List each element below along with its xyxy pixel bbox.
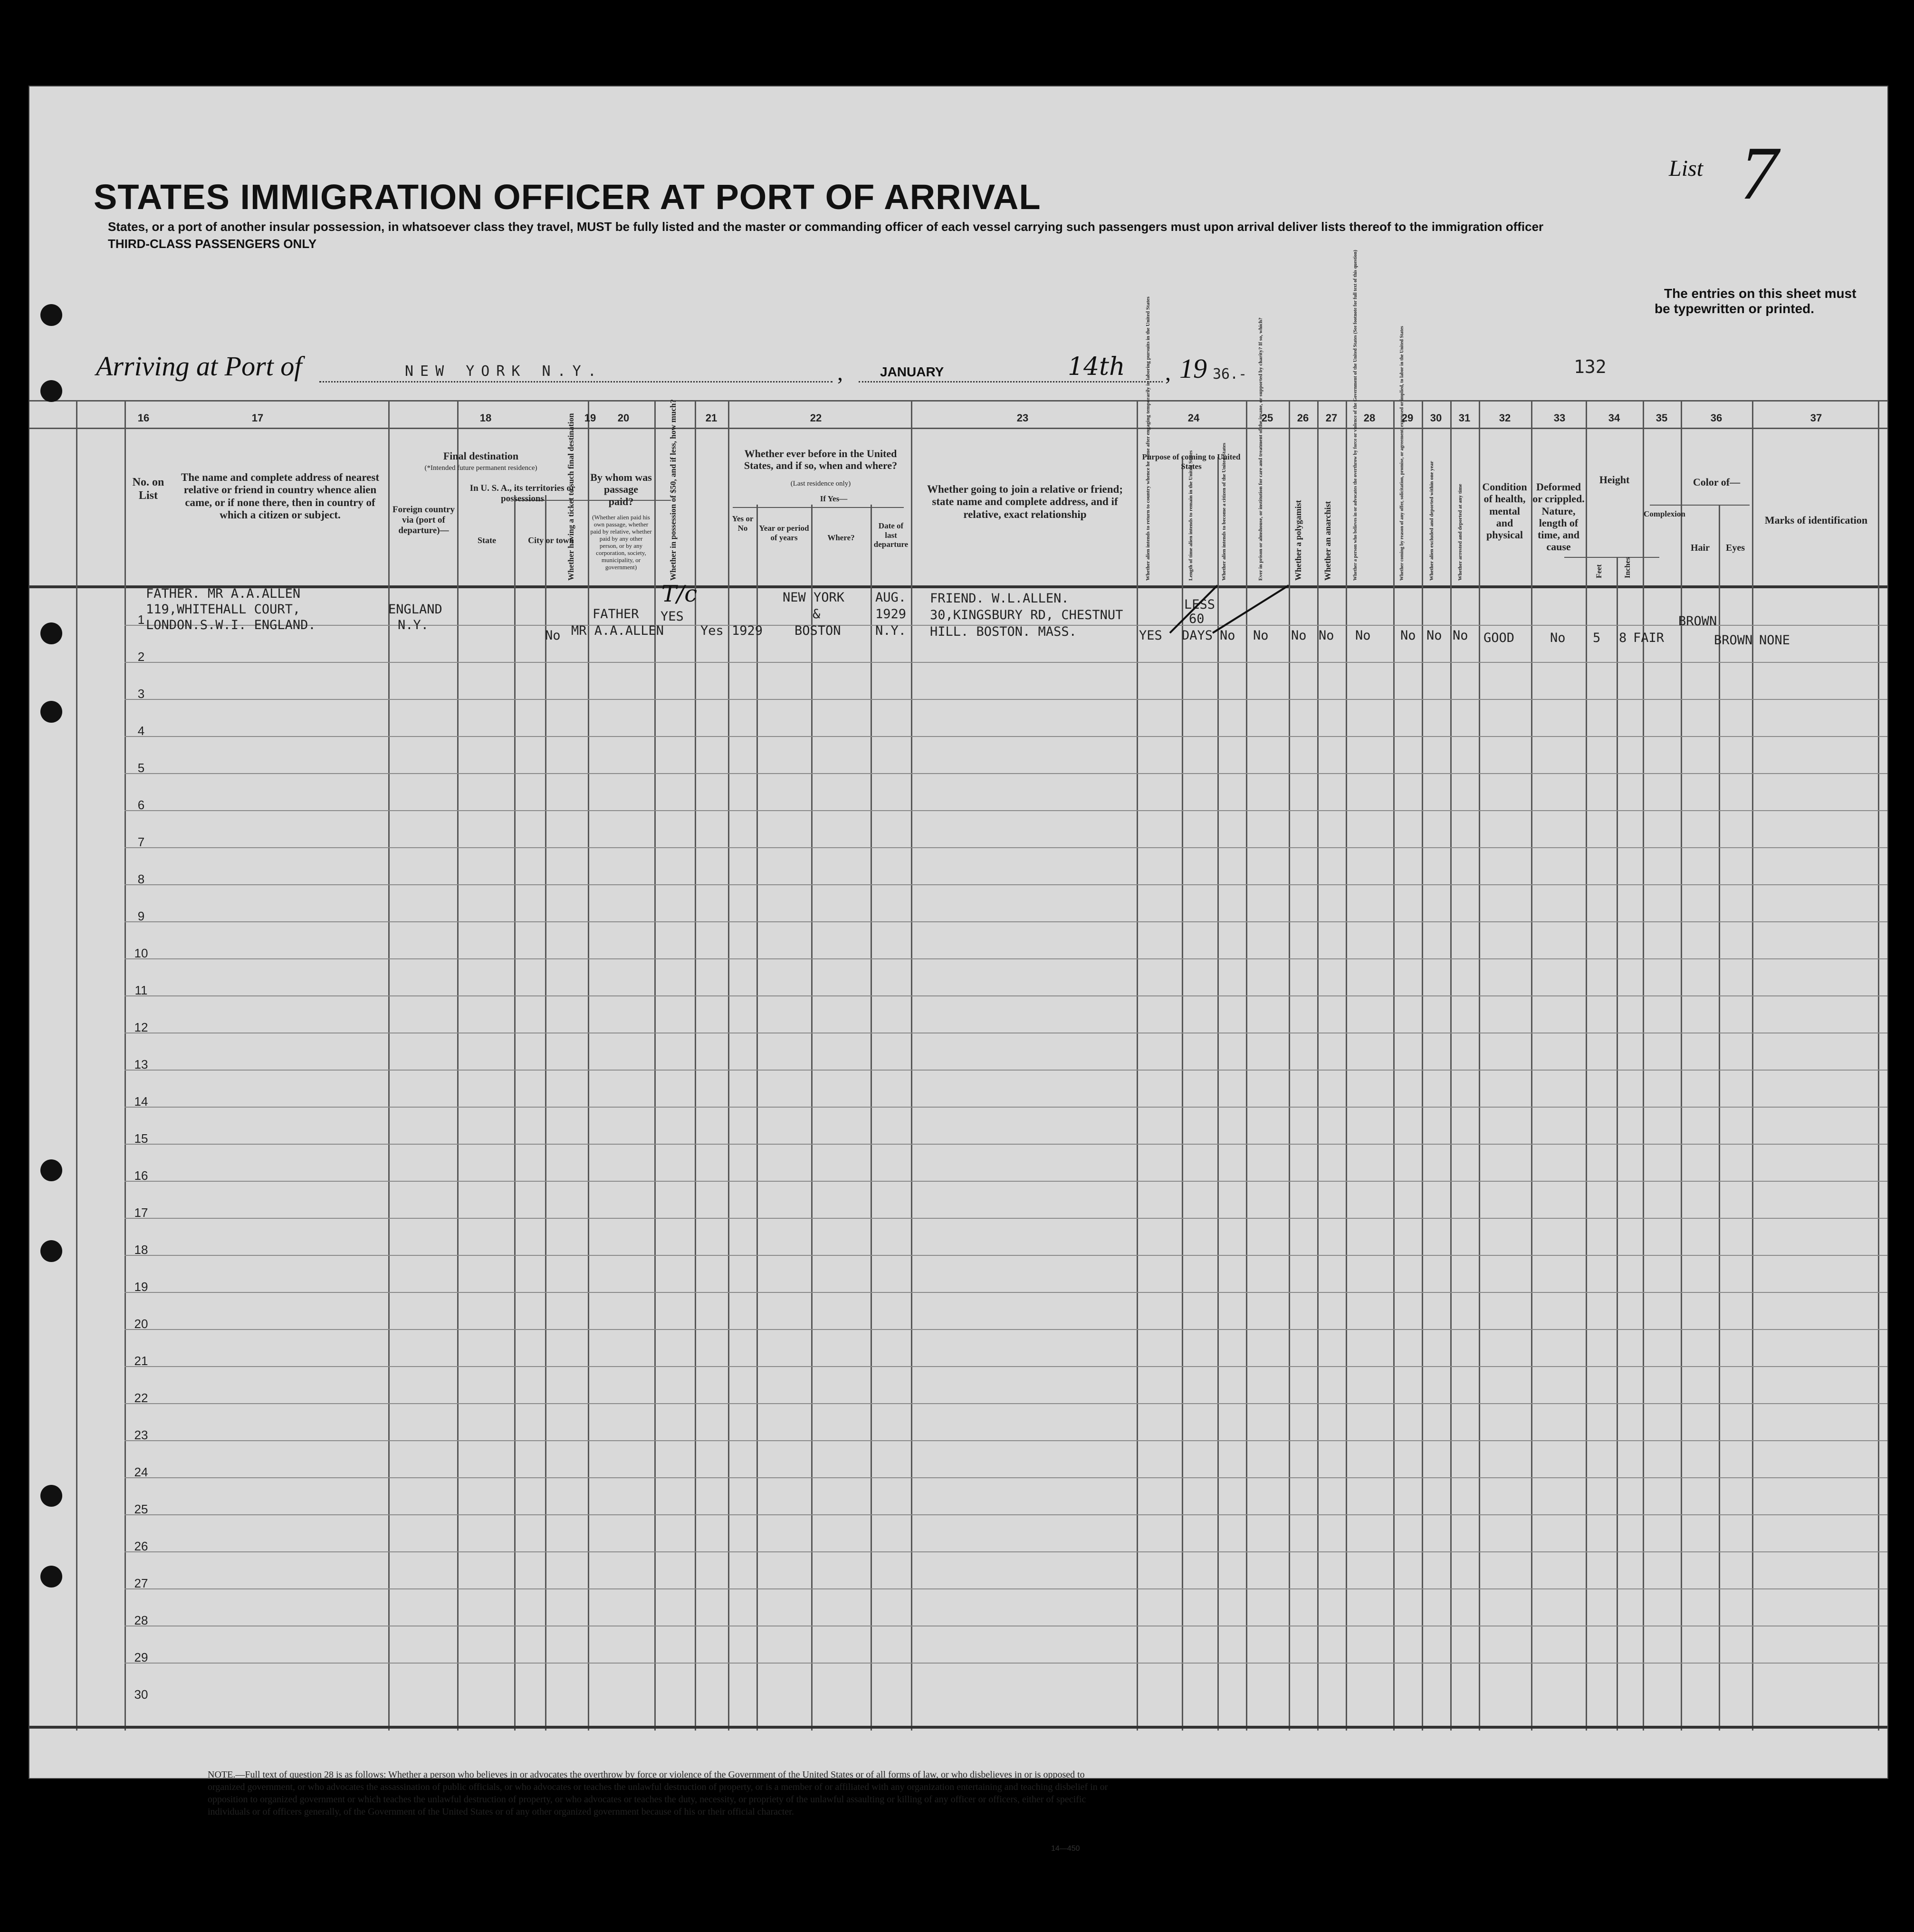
row-line	[124, 1588, 1887, 1589]
col-line	[514, 495, 516, 1731]
entry-hair: BROWN	[1678, 614, 1717, 629]
row-number: 7	[137, 835, 145, 849]
row-line	[124, 1663, 1887, 1664]
row-number: 10	[134, 946, 148, 960]
row-line	[124, 847, 1887, 848]
header-city-or-town: City or town	[528, 536, 574, 545]
header-q29: Whether coming by reason of any offer, solicitation, promise, or agreement, expressed or implied, to labor in the United States	[1399, 326, 1405, 581]
row-number: 17	[134, 1205, 148, 1220]
col-line	[457, 400, 459, 1731]
col-line	[1878, 400, 1879, 1731]
header-final-destination: Final destination	[443, 450, 519, 462]
table-bottom-rule	[29, 1726, 1887, 1729]
col-line	[1217, 457, 1219, 1731]
header-height: Height	[1599, 474, 1630, 486]
row-number: 5	[137, 761, 145, 775]
entry-q28: No	[1355, 628, 1371, 643]
col-line	[1719, 505, 1720, 1731]
row-number: 15	[134, 1131, 148, 1146]
handwritten-slashes	[1160, 576, 1303, 638]
page-title: STATES IMMIGRATION OFFICER AT PORT OF ARRIVAL	[94, 177, 1041, 217]
entry-where-line2: &	[813, 607, 821, 622]
col-num-17: 17	[251, 412, 264, 424]
height-subrule	[1564, 557, 1659, 558]
row-line	[124, 1551, 1887, 1552]
entry-last-departure-line1: AUG.	[875, 590, 907, 605]
column-number-rule	[29, 428, 1887, 429]
row-number: 26	[134, 1539, 148, 1553]
entry-anarchist: No	[1319, 628, 1334, 643]
col-num-36: 36	[1710, 412, 1723, 424]
entry-paid-by-line1: FATHER	[593, 607, 639, 622]
row-line	[124, 958, 1887, 959]
entry-last-departure-line3: N.Y.	[875, 623, 907, 638]
header-marks: Marks of identification	[1764, 514, 1868, 526]
header-feet: Feet	[1595, 564, 1603, 578]
punch-hole	[40, 622, 62, 644]
entry-length-line2: 60	[1189, 612, 1205, 626]
year-suffix: 36.-	[1213, 366, 1247, 383]
header-going-to-join: Whether going to join a relative or friend; state name and complete address, and if relative, exact relationship	[927, 483, 1123, 520]
arriving-label: Arriving at Port of	[96, 351, 302, 382]
header-yes-or-no: Yes or No	[732, 514, 754, 533]
col-line	[811, 505, 813, 1731]
entry-complexion: FAIR	[1633, 631, 1665, 645]
row-number: 19	[134, 1280, 148, 1294]
entry-length-line3: DAYS	[1182, 628, 1213, 643]
row-line	[124, 810, 1887, 811]
punch-hole	[40, 304, 62, 326]
header-final-destination-note: (*Intended future permanent residence)	[424, 464, 537, 472]
row-line	[124, 773, 1887, 774]
col-line	[1681, 400, 1682, 1731]
row-line	[124, 1477, 1887, 1478]
entry-relative-line2: 119,WHITEHALL COURT,	[146, 602, 301, 617]
col-line	[1531, 400, 1532, 1731]
row-line	[124, 1329, 1887, 1330]
header-color-of: Color of—	[1693, 476, 1741, 488]
header-passage-paid: By whom was passage paid?	[590, 471, 652, 507]
header-year-or-period: Year or period of years	[759, 524, 809, 542]
col-line	[1479, 400, 1480, 1731]
col-line	[545, 495, 546, 1731]
entry-ever-before-yes: Yes	[700, 623, 724, 638]
row-number: 24	[134, 1465, 148, 1479]
entry-inches: 8	[1619, 631, 1627, 645]
entry-q31: No	[1453, 628, 1468, 643]
col-line	[1450, 400, 1452, 1731]
row-line	[124, 1255, 1887, 1256]
comma-2: ,	[1165, 360, 1171, 385]
row-number: 16	[134, 1168, 148, 1183]
header-rule-bottom	[29, 585, 1887, 588]
ever-before-subrule	[733, 507, 904, 508]
header-rule-top	[29, 400, 1887, 402]
row-number: 3	[137, 687, 145, 701]
col-num-34: 34	[1608, 412, 1620, 424]
row-number: 23	[134, 1428, 148, 1442]
entry-eyes: BROWN	[1714, 633, 1753, 648]
row-line	[124, 1292, 1887, 1293]
header-ever-before-note: (Last residence only)	[790, 480, 851, 488]
entry-paid-by-line2: MR A.A.ALLEN	[571, 623, 664, 638]
typewritten-note-line-1: The entries on this sheet must	[1664, 286, 1857, 301]
row-number: 13	[134, 1057, 148, 1071]
row-line	[124, 1144, 1887, 1145]
col-num-30: 30	[1430, 412, 1442, 424]
list-label: List	[1669, 156, 1703, 181]
header-in-usa: In U. S. A., its territories or possessions	[469, 483, 575, 504]
entry-join-line1: FRIEND. W.L.ALLEN.	[930, 591, 1069, 606]
form-number: 14—450	[1051, 1845, 1080, 1853]
col-line	[1182, 457, 1183, 1731]
col-num-20: 20	[617, 412, 630, 424]
subtitle-line-1: States, or a port of another insular possession, in whatsoever class they travel, MUST be fully listed and the master or commanding officer of each vessel carrying such passengers must upon arrival deliver lists thereof to the immigration officer	[108, 220, 1544, 234]
entry-polygamist: No	[1291, 628, 1307, 643]
entry-health: GOOD	[1483, 631, 1515, 645]
entry-purpose-return: YES	[1139, 628, 1162, 643]
row-number: 29	[134, 1650, 148, 1664]
row-number: 14	[134, 1094, 148, 1109]
year-prefix: 19	[1179, 353, 1207, 384]
header-passage-paid-note: (Whether alien paid his own passage, whether paid by relative, whether paid by any other person, or by any corporation, society, municipality, or government)	[590, 514, 652, 571]
row-line	[124, 995, 1887, 996]
header-eyes: Eyes	[1726, 543, 1745, 553]
col-num-21: 21	[705, 412, 718, 424]
punch-hole	[40, 701, 62, 723]
date-dotted-line	[859, 381, 1163, 383]
row-number: 27	[134, 1576, 148, 1590]
col-num-22: 22	[810, 412, 822, 424]
entry-feet: 5	[1593, 631, 1601, 645]
row-number: 25	[134, 1502, 148, 1516]
header-foreign-country: Foreign country via (port of departure)—	[392, 505, 455, 536]
row-number: 22	[134, 1391, 148, 1405]
entry-q29: No	[1400, 628, 1416, 643]
port-value: NEW YORK N.Y.	[405, 363, 603, 380]
row-number: 18	[134, 1243, 148, 1257]
header-q31: Whether arrested and deported at any time	[1457, 484, 1463, 581]
header-ticket: Whether having a ticket to such final destination	[566, 413, 575, 581]
header-nearest-relative: The name and complete address of nearest relative or friend in country whence alien came, or if none there, then in country of which a citizen or subject.	[181, 471, 379, 521]
row-number: 1	[137, 612, 145, 627]
entry-year: 1929	[732, 623, 763, 638]
manifest-sheet	[29, 86, 1888, 1853]
entry-join-line3: HILL. BOSTON. MASS.	[930, 624, 1077, 639]
row-line	[124, 699, 1887, 700]
row-line	[124, 921, 1887, 922]
row-line	[124, 662, 1887, 663]
header-state: State	[478, 536, 496, 545]
entry-citizen: No	[1220, 628, 1235, 643]
col-num-19: 19	[584, 412, 596, 424]
col-num-31: 31	[1458, 412, 1471, 424]
row-number: 8	[137, 872, 145, 886]
entry-length-line1: LESS	[1184, 597, 1215, 612]
entry-q30: No	[1426, 628, 1442, 643]
col-num-32: 32	[1499, 412, 1511, 424]
header-purpose-sub-b: Length of time alien intends to remain in the United States	[1188, 450, 1194, 581]
col-line	[1317, 400, 1319, 1731]
col-num-29: 29	[1401, 412, 1414, 424]
entry-relative-line3: LONDON.S.W.I. ENGLAND.	[146, 618, 316, 632]
row-line	[124, 1440, 1887, 1441]
col-num-37: 37	[1810, 412, 1822, 424]
handwritten-mark: T/c	[661, 581, 698, 607]
header-complexion: Complexion	[1644, 509, 1685, 518]
punch-hole	[40, 1240, 62, 1262]
color-subrule	[1650, 505, 1750, 506]
row-number: 11	[134, 983, 148, 997]
row-number: 20	[134, 1317, 148, 1331]
row-number: 4	[137, 724, 145, 738]
entry-possession: YES	[660, 609, 684, 624]
punch-hole	[40, 1566, 62, 1588]
row-number: 6	[137, 798, 145, 812]
entry-where-line3: BOSTON	[794, 623, 841, 638]
col-num-28: 28	[1363, 412, 1376, 424]
col-line	[756, 505, 758, 1731]
header-prison: Ever in prison or almshouse, or institution for care and treatment of the insane, or supported by charity? If so, which?	[1258, 317, 1263, 581]
entry-last-departure-line2: 1929	[875, 607, 907, 622]
row-line	[124, 884, 1887, 885]
col-num-26: 26	[1297, 412, 1309, 424]
port-dotted-line	[319, 381, 833, 383]
header-inches: Inches	[1624, 557, 1632, 578]
header-deformed: Deformed or crippled. Nature, length of time, and cause	[1532, 481, 1585, 553]
col-line	[1422, 400, 1423, 1731]
col-line	[728, 400, 729, 1731]
comma-1: ,	[837, 360, 843, 385]
row-line	[124, 1403, 1887, 1404]
col-line	[1393, 400, 1395, 1731]
entry-foreign-country-line1: ENGLAND	[388, 602, 442, 617]
row-line	[124, 1181, 1887, 1182]
month-value: JANUARY	[880, 364, 944, 379]
header-where: Where?	[827, 533, 855, 542]
punch-hole	[40, 380, 62, 402]
header-polygamist: Whether a polygamist	[1293, 500, 1303, 581]
col-line	[388, 400, 390, 1731]
entry-prison: No	[1253, 628, 1269, 643]
col-line	[76, 400, 77, 1731]
col-line	[911, 400, 912, 1731]
header-ever-before: Whether ever before in the United States, and if so, when and where?	[744, 448, 898, 472]
col-line	[1346, 400, 1347, 1731]
row-line	[124, 1070, 1887, 1071]
col-num-16: 16	[137, 412, 150, 424]
row-line	[124, 1366, 1887, 1367]
header-possession: Whether in possession of $50, and if less, how much?	[669, 399, 678, 581]
col-line	[124, 400, 126, 1731]
col-line	[654, 400, 656, 1731]
col-line	[1586, 400, 1587, 1731]
header-q30: Whether alien excluded and deported within one year	[1429, 461, 1435, 581]
header-purpose-sub-c: Whether alien intends to become a citizen of the United States	[1221, 442, 1227, 581]
typewritten-note-line-2: be typewritten or printed.	[1655, 301, 1815, 316]
col-num-23: 23	[1016, 412, 1029, 424]
col-line	[1752, 400, 1753, 1731]
header-no-on-list: No. on List	[132, 476, 164, 502]
col-num-27: 27	[1325, 412, 1338, 424]
entry-where-line1: NEW YORK	[783, 590, 845, 605]
row-number: 28	[134, 1613, 148, 1627]
punch-hole	[40, 1159, 62, 1181]
header-anarchist: Whether an anarchist	[1323, 501, 1332, 581]
entry-foreign-country-line2: N.Y.	[398, 618, 429, 632]
row-number: 30	[134, 1687, 148, 1702]
header-hair: Hair	[1691, 543, 1710, 553]
row-line	[124, 1514, 1887, 1515]
punch-hole	[40, 1485, 62, 1507]
day-value: 14th	[1068, 353, 1125, 381]
row-line	[124, 736, 1887, 737]
row-number: 12	[134, 1020, 148, 1034]
header-q28: Whether a person who believes in or advocates the overthrow by force or violence of the Government of the United States (See footnote for full text of this question)	[1353, 249, 1358, 581]
entry-marks: NONE	[1759, 633, 1790, 648]
header-health: Condition of health, mental and physical	[1482, 481, 1527, 541]
header-date-last-departure: Date of last departure	[873, 521, 909, 549]
row-line	[124, 1107, 1887, 1108]
col-num-33: 33	[1553, 412, 1566, 424]
col-num-35: 35	[1656, 412, 1668, 424]
header-if-yes: If Yes—	[820, 494, 848, 503]
col-num-24: 24	[1187, 412, 1200, 424]
col-num-25: 25	[1261, 412, 1273, 424]
footnote: NOTE.—Full text of question 28 is as follows: Whether a person who believes in or advocates the overthrow by force or violence of the Government of the United States or of all forms of law, or who disbelieves in or is opposed to organized government, or who advocates the assassination of public officials, or who advocates or teaches the unlawful destruction of property, or is a member of or affiliated with any organization entertaining and teaching disbelief in or opposition to organized government or which teaches the unlawful destruction of property, or who advocates or teaches the duty, necessity, or propriety of the unlawful assaulting or killing of any officer or officers, either of specific individuals or of officers generally, of the Government of the United States or of any other organized government because of his or their official character.	[208, 1769, 1108, 1817]
subtitle-line-2: THIRD-CLASS PASSENGERS ONLY	[108, 237, 317, 251]
row-number: 21	[134, 1354, 148, 1368]
entry-deformed: No	[1550, 631, 1566, 645]
entry-relative-line1: FATHER. MR A.A.ALLEN	[146, 586, 301, 601]
list-number: 7	[1740, 131, 1778, 215]
entry-join-line2: 30,KINGSBURY RD, CHESTNUT	[930, 608, 1123, 622]
header-purpose-sub-a: Whether alien intends to return to country whence he came after engaging temporarily in laboring pursuits in the United States	[1145, 296, 1151, 581]
col-line	[588, 400, 589, 1731]
col-line	[871, 505, 872, 1731]
col-line	[1137, 400, 1138, 1731]
col-num-18: 18	[479, 412, 492, 424]
row-number: 9	[137, 909, 145, 923]
col-line	[1643, 400, 1644, 1731]
header-purpose: Purpose of coming to United States	[1142, 452, 1241, 471]
row-number: 2	[137, 650, 145, 664]
page-number: 132	[1574, 356, 1607, 377]
entry-ticket: No	[545, 628, 561, 643]
row-line	[124, 1218, 1887, 1219]
